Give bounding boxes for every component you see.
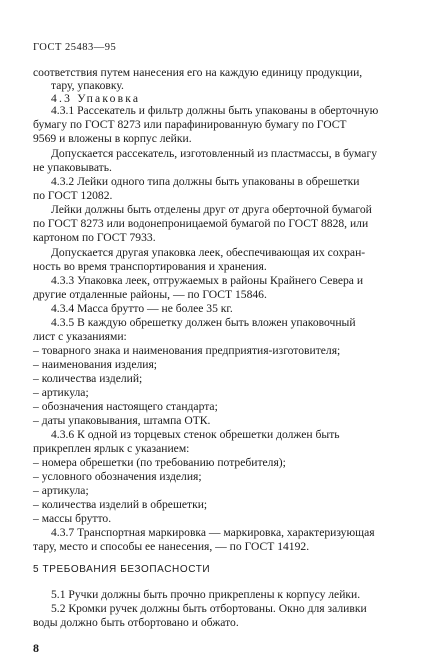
text-line: 4.3.7 Транспортная маркировка — маркировка, характеризующая — [51, 526, 375, 539]
text-line: другие отдаленные районы, — по ГОСТ 15846. — [33, 288, 267, 301]
list-item: – количества изделий в обрешетки; — [33, 498, 208, 511]
text-line: по ГОСТ 8273 или водонепроницаемой бумагой по ГОСТ 8828, или — [33, 217, 369, 230]
list-item: – номера обрешетки (по требованию потребителя); — [33, 456, 286, 469]
text-line: Допускается рассекатель, изготовленный из пластмассы, в бумагу — [51, 147, 377, 160]
text-line: соответствия путем нанесения его на каждую единицу продукции, — [33, 66, 363, 79]
list-item: – артикула; — [33, 386, 89, 399]
section-heading: 4.3 Упаковка — [51, 92, 141, 105]
list-item: – даты упаковывания, штампа ОТК. — [33, 414, 211, 427]
list-item: – массы брутто. — [33, 512, 112, 525]
list-item: – наименования изделия; — [33, 358, 158, 371]
text-line: воды должно быть отбортовано и обжато. — [33, 616, 239, 629]
text-line: 5.1 Ручки должны быть прочно прикреплены к корпусу лейки. — [51, 588, 361, 601]
text-line: 4.3.5 В каждую обрешетку должен быть вложен упаковочный — [51, 316, 356, 329]
text-line: 5.2 Кромки ручек должны быть отбортованы. Окно для заливки — [51, 602, 367, 615]
text-line: 4.3.3 Упаковка леек, отгружаемых в районы Крайнего Севера и — [51, 274, 364, 287]
text-line: 4.3.4 Масса брутто — не более 35 кг. — [51, 302, 233, 315]
text-line: прикреплен ярлык с указанием: — [33, 442, 190, 455]
text-line: 9569 и вложены в корпус лейки. — [33, 132, 192, 145]
text-line: 4.3.1 Рассекатель и фильтр должны быть упакованы в оберточную — [51, 104, 379, 117]
list-item: – артикула; — [33, 484, 89, 497]
list-item: – товарного знака и наименования предприятия-изготовителя; — [33, 344, 341, 357]
text-line: тару, место и способы ее нанесения, — по ГОСТ 14192. — [33, 540, 310, 553]
page-number: 8 — [33, 641, 39, 655]
document-header: ГОСТ 25483—95 — [33, 42, 117, 53]
text-line: картоном по ГОСТ 7933. — [33, 231, 156, 244]
text-line: бумагу по ГОСТ 8273 или парафинированную бумагу по ГОСТ — [33, 118, 347, 131]
text-line: тару, упаковку. — [51, 79, 124, 92]
text-line: 4.3.2 Лейки одного типа должны быть упакованы в обрешетки — [51, 175, 360, 188]
text-line: Лейки должны быть отделены друг от друга оберточной бумагой — [51, 203, 372, 216]
list-item: – обозначения настоящего стандарта; — [33, 400, 218, 413]
text-line: по ГОСТ 12082. — [33, 189, 113, 202]
text-line: Допускается другая упаковка леек, обеспечивающая их сохран- — [51, 246, 366, 259]
text-line: не упаковывать. — [33, 161, 112, 174]
text-line: ность во время транспортирования и хранения. — [33, 260, 267, 273]
text-line: 4.3.6 К одной из торцевых стенок обрешетки должен быть — [51, 428, 340, 441]
list-item: – количества изделий; — [33, 372, 143, 385]
list-item: – условного обозначения изделия; — [33, 470, 202, 483]
text-line: лист с указаниями: — [33, 330, 127, 343]
section-title: 5 ТРЕБОВАНИЯ БЕЗОПАСНОСТИ — [33, 564, 211, 575]
